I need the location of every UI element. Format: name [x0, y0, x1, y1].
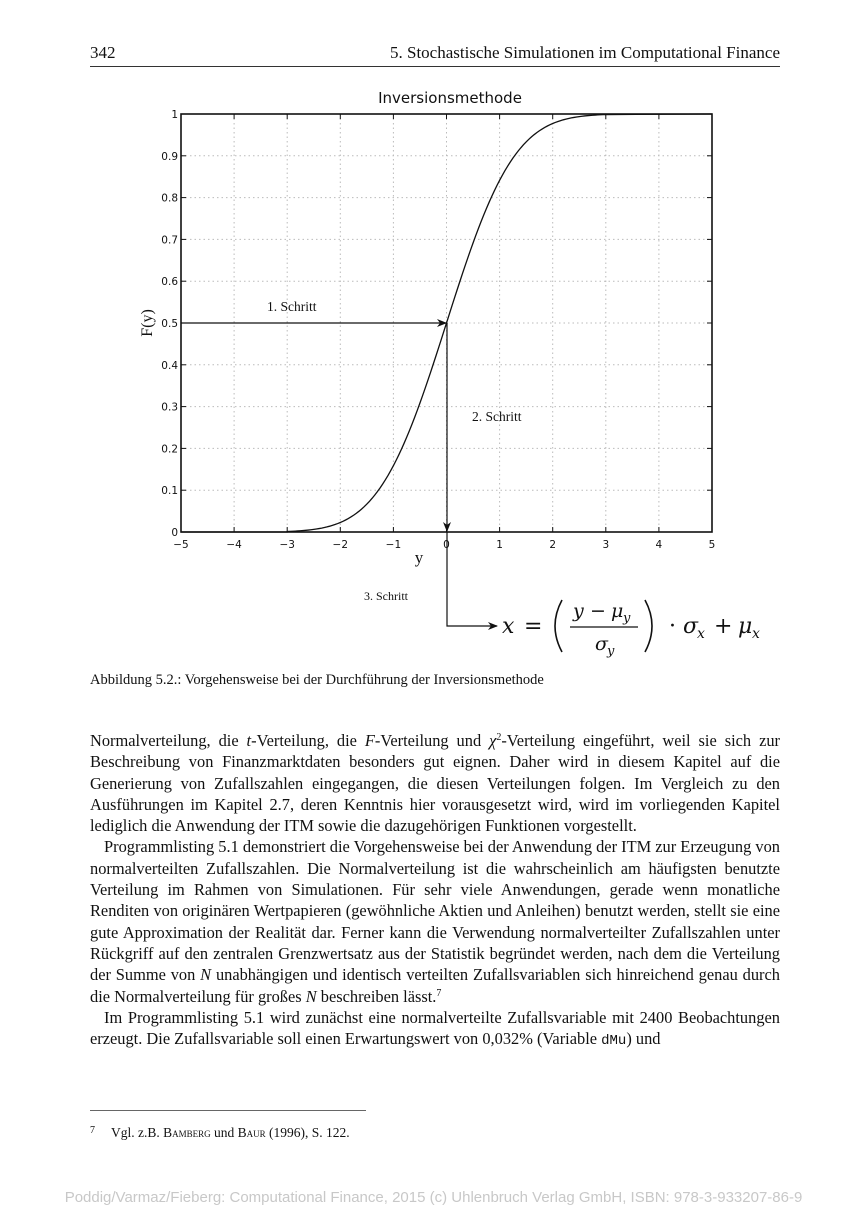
body-text [90, 730, 780, 1052]
copyright-watermark: Poddig/Varmaz/Fieberg: Computational Finance, 2015 (c) Uhlenbruch Verlag GmbH, ISBN: 978-3-933207-86-9 [64, 1189, 803, 1206]
svg-text:+: + [714, 614, 733, 639]
cdf-chart [0, 80, 867, 670]
y-tick-label: 0.3 [161, 401, 178, 414]
x-tick-label: 3 [602, 539, 610, 551]
svg-text:−: − [590, 600, 606, 622]
svg-text:μ: μ [738, 614, 753, 639]
step1-label: 1. Schritt [267, 299, 317, 314]
footnote-rule [90, 1110, 366, 1111]
x-tick-label: −1 [385, 539, 402, 551]
formula [502, 600, 760, 659]
figure-inversionsmethode [0, 80, 867, 670]
footnote-ref[interactable]: 7 [436, 987, 442, 999]
svg-text:μ: μ [611, 600, 624, 622]
svg-text:σ: σ [595, 633, 608, 655]
paragraph-3: Im Programmlisting 5.1 wird zunächst eine normalverteilte Zufallsvariable mit 2400 Beobachtungen erzeugt. Die Zufallsvariable soll einen Erwartungswert von 0,032% (Variable dMu) und [90, 1007, 780, 1050]
svg-text:=: = [524, 614, 543, 639]
y-axis-label: F(y) [139, 309, 156, 337]
code-dMu: dMu [601, 1033, 627, 1050]
x-tick-label: −4 [226, 539, 242, 551]
svg-text:·: · [669, 614, 676, 639]
chart-title: Inversionsmethode [378, 89, 522, 107]
svg-text:x: x [697, 626, 705, 642]
y-tick-label: 1 [171, 109, 178, 121]
running-title: 5. Stochastische Simulationen im Computational Finance [389, 43, 780, 62]
y-tick-label: 0.1 [161, 485, 178, 498]
svg-text:y: y [573, 600, 584, 622]
y-tick-label: 0.2 [161, 443, 178, 456]
step2-label: 2. Schritt [472, 409, 522, 424]
page-header [90, 40, 780, 67]
y-tick-label: 0.7 [161, 234, 178, 247]
x-tick-label: −2 [332, 539, 349, 551]
paragraph-1: Normalverteilung, die t-Verteilung, die F-Verteilung und $\chi^2$-Verteilung eingeführt, weil sie sich zur Beschreibung von Finanzmarktdaten besonders gut eignen. Daher wird in diesem Kapitel auf die Generierung von Zufallszahlen eingegangen, die diesen Verteilungen folgen. Im Vergleich zu den Ausführungen im Kapitel 2.7, deren Kenntnis hier vorausgesetzt wird, wird im vorliegenden Kapitel lediglich die Anwendung der ITM sowie die dazugehörigen Funktionen vorgestellt. [90, 731, 780, 836]
paragraph-2: Programmlisting 5.1 demonstriert die Vorgehensweise bei der Anwendung der ITM zur Erzeugung von normalverteilten Zufallszahlen. Die Normalverteilung ist die wahrscheinlich am häufigsten benutzte Verteilung im Rahmen von Simulationen. Für sehr viele Anwendungen, gerade wenn monatliche Renditen von originären Wertpapieren (gewöhnliche Aktien und Anleihen) benutzt werden, stellt sie eine gute Approximation der Realität dar. Ferner kann die Verwendung normalverteilter Zufallszahlen unter Rückgriff auf den zentralen Grenzwertsatz aus der Statistik begründet werden, nach dem die Verteilung der Summe von N unabhängigen und identisch verteilten Zufallsvariablen sich hinreichend genau durch die Normalverteilung für großes N beschreiben lässt.$^7$ [90, 837, 780, 1006]
x-tick-label: 5 [708, 539, 716, 551]
svg-text:x: x [752, 626, 760, 642]
x-tick-label: 1 [496, 539, 503, 551]
x-axis-label: y [414, 548, 424, 567]
x-tick-label: 2 [549, 539, 557, 551]
axis-ticks [161, 109, 715, 551]
y-tick-label: 0.9 [161, 150, 178, 163]
x-tick-label: −3 [279, 539, 295, 551]
svg-text:y: y [607, 644, 615, 659]
figure-caption: Abbildung 5.2.: Vorgehensweise bei der Durchführung der Inversionsmethode [90, 672, 544, 688]
x-tick-label: 4 [655, 539, 663, 551]
x-tick-label: 0 [443, 539, 450, 551]
y-tick-label: 0.4 [161, 359, 178, 372]
svg-text:x: x [502, 614, 515, 639]
y-tick-label: 0.5 [161, 318, 178, 330]
y-tick-label: 0.6 [161, 276, 178, 289]
step3-arrow [447, 532, 497, 626]
y-tick-label: 0.8 [161, 192, 178, 205]
svg-text:y: y [623, 611, 631, 626]
y-tick-label: 0 [171, 527, 178, 539]
footnote-7: $^7$ Vgl. z.B. Bamberg und Baur (1996), S. 122. [90, 1125, 350, 1140]
footnote-mark: 7 [90, 1125, 95, 1136]
page-number: 342 [90, 43, 116, 62]
step3-label: 3. Schritt [364, 589, 408, 603]
svg-text:σ: σ [683, 614, 699, 639]
x-tick-label: −5 [173, 539, 189, 551]
